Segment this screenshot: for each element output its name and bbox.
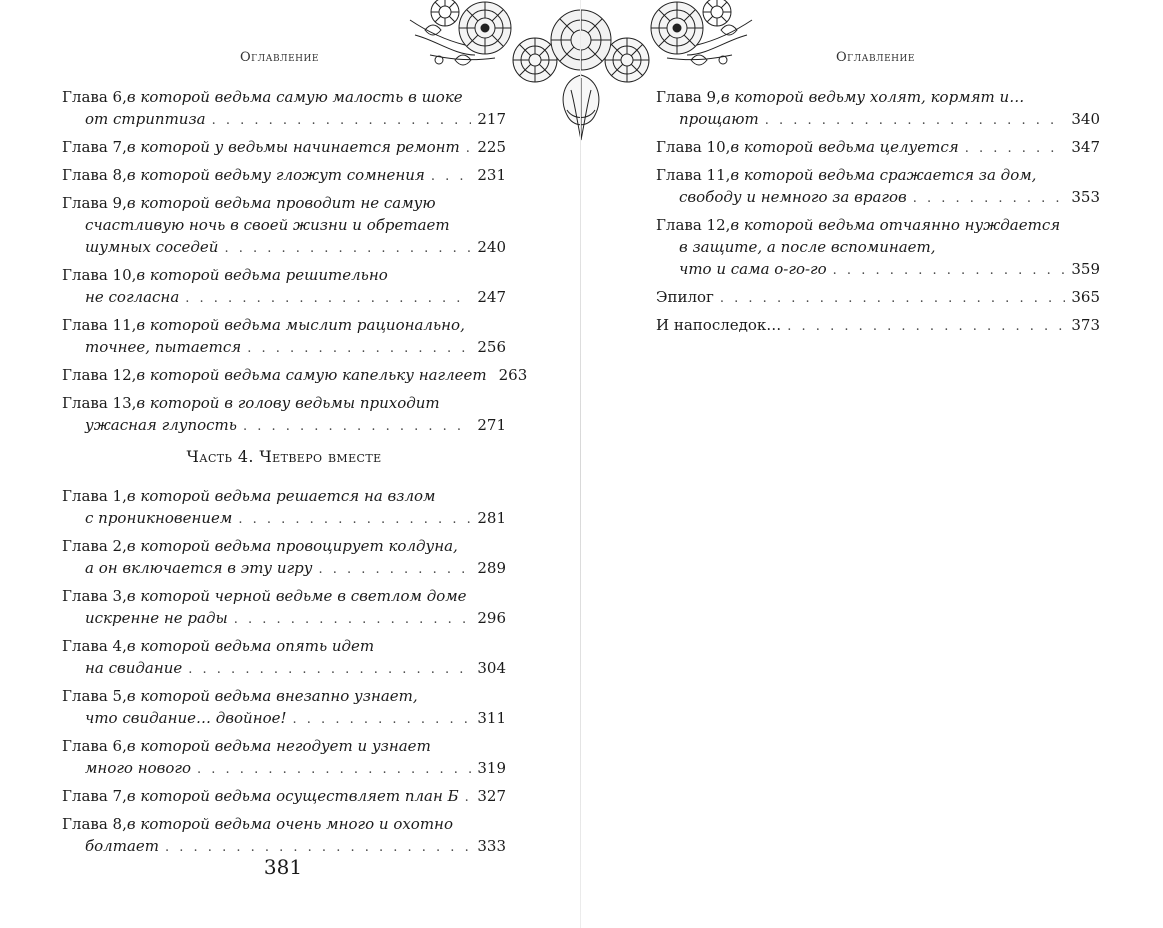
toc-entry-line [62,607,506,631]
toc-entry[interactable] [62,735,506,781]
chapter-title: не согласна [85,288,180,306]
dot-leader [465,787,472,809]
toc-entry[interactable] [62,585,506,631]
dot-leader [188,659,471,681]
toc-entry-line [656,164,1100,186]
toc-entry[interactable] [656,286,1100,310]
toc-entry[interactable] [62,364,528,388]
toc-page-number: 247 [477,288,506,306]
toc-entry-line [656,314,1100,338]
toc-entry-line [656,136,1100,160]
chapter-label: Глава 3, [62,587,127,605]
toc-entry-line [62,507,506,531]
toc-entry-line [656,236,1100,258]
chapter-label: Глава 2, [62,537,127,555]
dot-leader [466,138,472,160]
chapter-label: Глава 12, [62,366,137,384]
toc-entry-line [62,286,506,310]
toc-entry[interactable] [656,86,1100,132]
chapter-title: а он включается в эту игру [85,559,313,577]
chapter-title: много нового [85,759,192,777]
toc-entry-line [62,136,506,160]
toc-entry[interactable] [62,685,506,731]
page-number: 381 [263,855,303,879]
toc-page-number: 353 [1071,188,1100,206]
toc-list [656,86,1100,342]
chapter-label: Глава 4, [62,637,127,655]
chapter-title: искренне не рады [85,609,228,627]
toc-entry-line [62,314,506,336]
toc-entry[interactable] [62,86,506,132]
dot-leader [720,288,1065,310]
toc-entry[interactable] [62,813,506,859]
left-page [0,0,580,928]
toc-entry-line [62,585,506,607]
toc-entry-line [62,414,506,438]
toc-page-number: 263 [498,366,528,384]
chapter-title: в которой ведьма целуется [730,138,959,156]
toc-page-number: 359 [1071,260,1100,278]
dot-leader [965,138,1066,160]
chapter-title: от стриптиза [85,110,206,128]
dot-leader [212,110,472,132]
chapter-label: Глава 11, [656,166,731,184]
toc-entry[interactable] [62,314,506,360]
toc-entry-line [62,485,506,507]
chapter-label: Глава 10, [656,138,731,156]
chapter-title: в которой ведьма осуществляет план Б [126,787,459,805]
chapter-title: в защите, а после вспоминает, [679,238,936,256]
chapter-title: в которой ведьма проводит не самую [126,194,436,212]
dot-leader [234,609,472,631]
dot-leader [431,166,471,188]
chapter-title: в которой черной ведьме в светлом доме [126,587,467,605]
toc-entry-line [62,707,506,731]
toc-entry-line [62,164,506,188]
toc-entry-line [62,192,506,214]
toc-entry-line [62,813,506,835]
dot-leader [197,759,471,781]
toc-page-number: 340 [1071,110,1100,128]
chapter-title: прощают [679,110,759,128]
chapter-title: в которой ведьма решается на взлом [126,487,436,505]
chapter-label: Глава 8, [62,815,127,833]
chapter-label: И напоследок… [656,316,782,334]
dot-leader [318,559,471,581]
chapter-label: Глава 9, [656,88,721,106]
chapter-title: что и сама о-го-го [679,260,827,278]
running-head: Оглавление [836,50,915,65]
running-head: Оглавление [240,50,319,65]
toc-entry-line [656,186,1100,210]
toc-page-number: 373 [1071,316,1100,334]
chapter-label: Глава 13, [62,394,137,412]
chapter-title: точнее, пытается [85,338,242,356]
toc-list [62,485,506,863]
chapter-label: Глава 9, [62,194,127,212]
chapter-title: на свидание [85,659,183,677]
chapter-title: болтает [85,837,160,855]
toc-page-number: 225 [477,138,506,156]
chapter-title: в которой ведьма самую капельку наглеет [136,366,487,384]
toc-entry[interactable] [62,392,506,438]
dot-leader [913,188,1066,210]
toc-entry[interactable] [62,635,506,681]
chapter-title: счастливую ночь в своей жизни и обретает [85,216,450,234]
toc-page-number: 327 [477,787,506,805]
toc-entry-line [656,214,1100,236]
toc-page-number: 231 [477,166,506,184]
chapter-title: свободу и немного за врагов [679,188,907,206]
chapter-title: в которой ведьма очень много и охотно [126,815,453,833]
chapter-title: в которой ведьма опять идет [126,637,375,655]
toc-entry-line [656,108,1100,132]
chapter-label: Глава 12, [656,216,731,234]
dot-leader [224,238,471,260]
dot-leader [238,509,471,531]
toc-entry-line [62,557,506,581]
chapter-label: Глава 7, [62,787,127,805]
toc-entry[interactable] [62,164,506,188]
toc-entry-line [62,735,506,757]
dot-leader [765,110,1066,132]
toc-page-number: 296 [477,609,506,627]
dot-leader [247,338,471,360]
chapter-label: Глава 5, [62,687,127,705]
toc-page-number: 311 [477,709,506,727]
part-heading: Часть 4. Четверо вместе [186,447,382,466]
chapter-title: в которой у ведьмы начинается ремонт [126,138,460,156]
toc-entry[interactable] [656,214,1100,282]
toc-page-number: 319 [477,759,506,777]
toc-entry[interactable] [62,535,506,581]
chapter-title: в которой ведьма негодует и узнает [126,737,431,755]
toc-page-number: 217 [477,110,506,128]
chapter-label: Глава 7, [62,138,127,156]
toc-entry[interactable] [62,136,506,160]
toc-page-number: 347 [1071,138,1100,156]
dot-leader [833,260,1066,282]
toc-page-number: 271 [477,416,506,434]
toc-entry[interactable] [62,264,506,310]
toc-page-number: 256 [477,338,506,356]
right-page [581,0,1163,928]
chapter-title: в которой ведьму холят, кормят и… [720,88,1025,106]
toc-entry[interactable] [656,136,1100,160]
toc-entry[interactable] [62,785,506,809]
dot-leader [293,709,472,731]
chapter-label: Глава 6, [62,737,127,755]
chapter-title: в которой ведьму гложут сомнения [126,166,425,184]
toc-page-number: 365 [1071,288,1100,306]
chapter-title: в которой ведьма отчаянно нуждается [730,216,1061,234]
chapter-label: Глава 6, [62,88,127,106]
toc-entry-line [656,286,1100,310]
toc-entry[interactable] [656,314,1100,338]
toc-entry-line [62,108,506,132]
chapter-title: в которой ведьма мыслит рационально, [136,316,465,334]
chapter-title: в которой ведьма внезапно узнает, [126,687,418,705]
dot-leader [243,416,471,438]
toc-entry-line [62,392,506,414]
toc-page-number: 289 [477,559,506,577]
toc-entry[interactable] [62,192,506,260]
toc-entry-line [62,236,506,260]
toc-page-number: 240 [477,238,506,256]
toc-entry-line [62,757,506,781]
toc-list [62,86,528,442]
chapter-label: Глава 1, [62,487,127,505]
toc-entry-line [62,86,506,108]
toc-entry-line [62,785,506,809]
toc-entry-line [656,258,1100,282]
toc-entry-line [62,535,506,557]
chapter-title: в которой в голову ведьмы приходит [136,394,440,412]
toc-entry-line [62,657,506,681]
toc-entry[interactable] [656,164,1100,210]
chapter-title: ужасная глупость [85,416,237,434]
chapter-label: Эпилог [656,288,714,306]
chapter-title: с проникновением [85,509,233,527]
toc-entry-line [62,635,506,657]
dot-leader [787,316,1065,338]
toc-entry-line [62,214,506,236]
toc-entry-line [62,685,506,707]
toc-entry-line [62,364,528,388]
toc-entry-line [656,86,1100,108]
chapter-title: шумных соседей [85,238,219,256]
chapter-label: Глава 11, [62,316,137,334]
toc-entry-line [62,336,506,360]
chapter-title: что свидание… двойное! [85,709,287,727]
toc-page-number: 281 [477,509,506,527]
chapter-title: в которой ведьма сражается за дом, [730,166,1037,184]
chapter-title: в которой ведьма самую малость в шоке [126,88,463,106]
toc-page-number: 304 [477,659,506,677]
toc-entry-line [62,264,506,286]
chapter-title: в которой ведьма провоцирует колдуна, [126,537,458,555]
chapter-label: Глава 8, [62,166,127,184]
dot-leader [185,288,471,310]
chapter-title: в которой ведьма решительно [136,266,388,284]
toc-page-number: 333 [477,837,506,855]
toc-entry[interactable] [62,485,506,531]
chapter-label: Глава 10, [62,266,137,284]
